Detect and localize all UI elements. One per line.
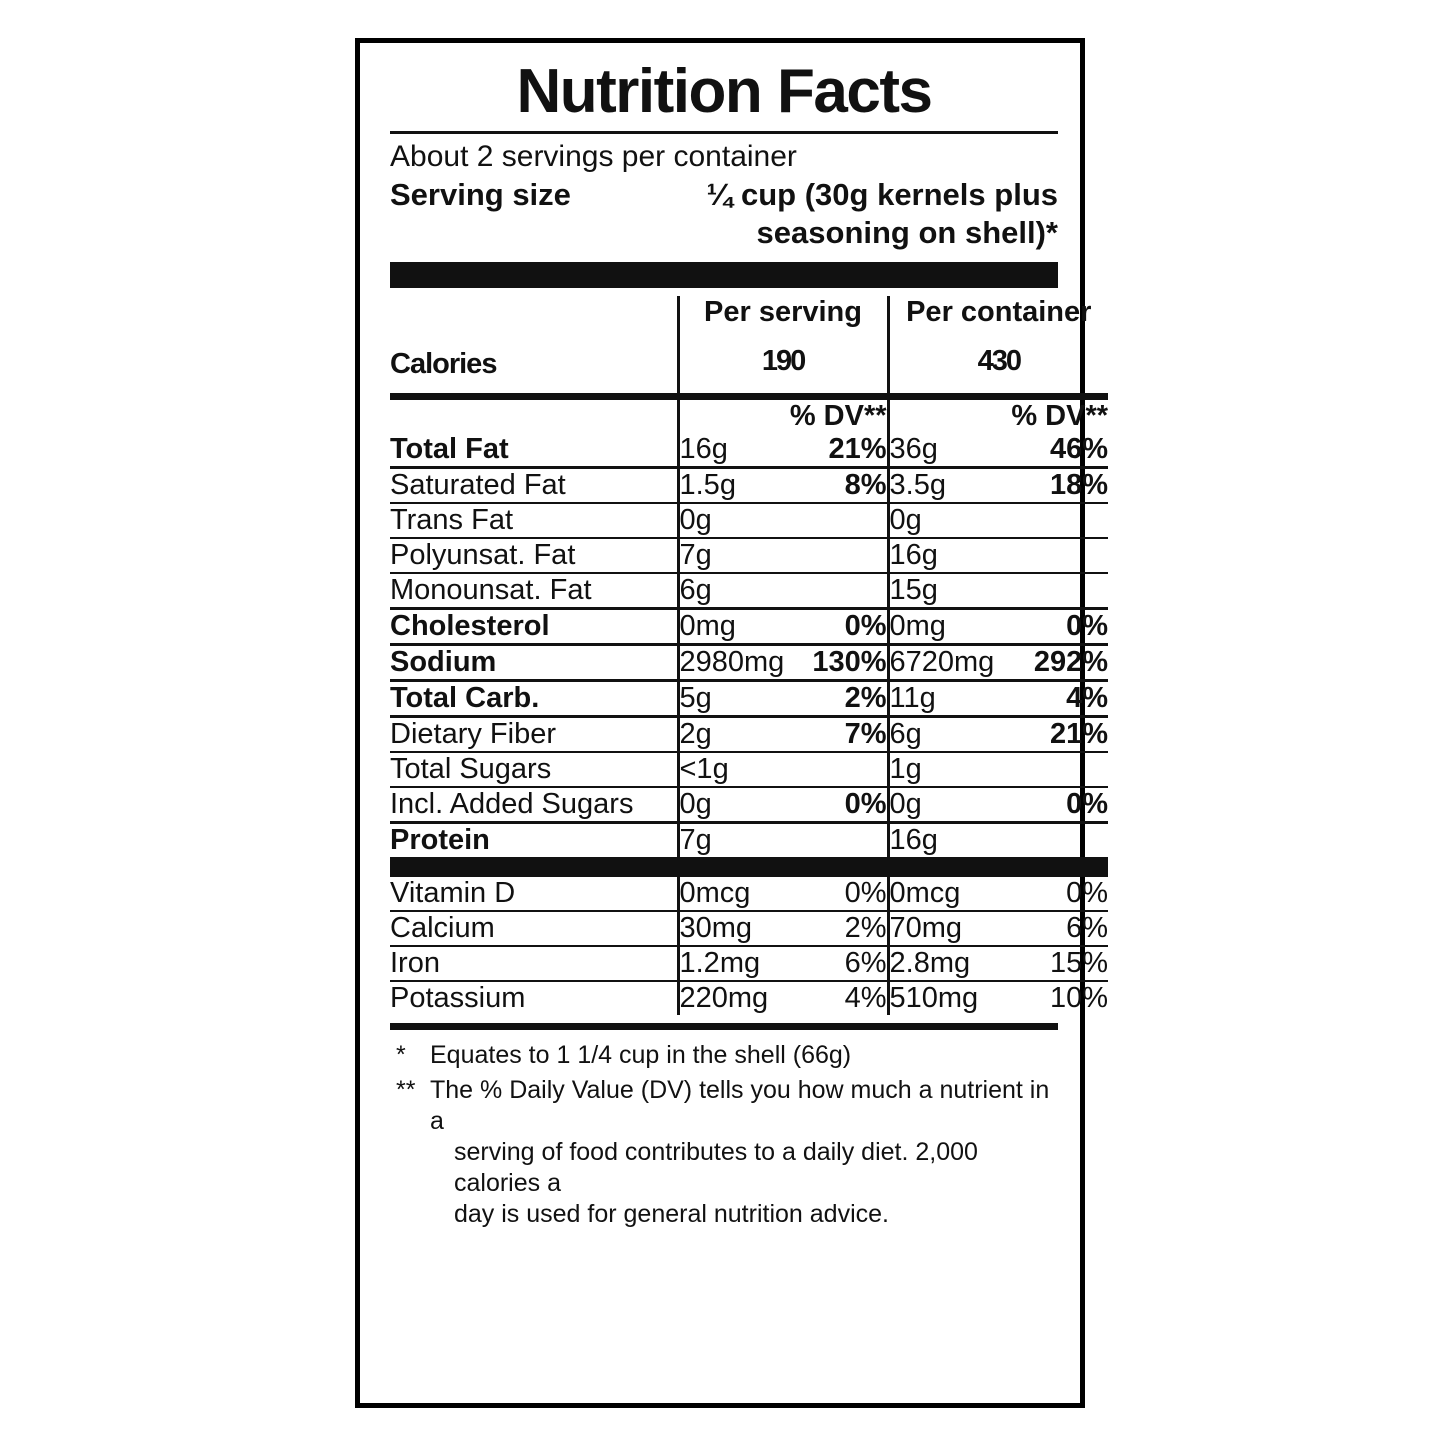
col-header-per-container: Per container [888, 296, 1108, 329]
vitamin-name: Vitamin D [390, 877, 678, 911]
footnote-asterisk [390, 1036, 1058, 1071]
nutrient-amount-serving: 0g [678, 787, 790, 823]
nutrient-dv-container: 4% [1008, 681, 1108, 717]
nutrient-dv-container [1008, 538, 1108, 573]
vitamin-name: Calcium [390, 911, 678, 946]
table-row [390, 573, 1108, 609]
table-row [390, 787, 1108, 823]
nutrient-dv-container: 0% [1008, 787, 1108, 823]
nutrient-amount-container: 6720mg [888, 645, 1008, 681]
nutrient-dv-container: 21% [1008, 717, 1108, 753]
nutrient-dv-serving: 21% [790, 433, 888, 468]
nutrient-dv-serving: 0% [790, 787, 888, 823]
footnote-line-2: serving of food contributes to a daily diet. 2,000 calories a [454, 1138, 978, 1197]
nutrient-amount-container: 6g [888, 717, 1008, 753]
dv-header-row [390, 397, 1108, 434]
nutrient-name: Total Carb. [390, 681, 678, 717]
nutrient-amount-container: 0g [888, 787, 1008, 823]
nutrition-facts-panel [355, 38, 1109, 1408]
nutrient-dv-serving: 8% [790, 468, 888, 504]
nutrient-dv-container: 46% [1008, 433, 1108, 468]
table-row [390, 503, 1108, 538]
nutrient-dv-container [1008, 503, 1108, 538]
vitamin-dv-container: 0% [1008, 877, 1108, 911]
serving-size-row [390, 176, 1058, 252]
table-row [390, 911, 1108, 946]
calories-row [390, 329, 1108, 397]
nutrient-amount-serving: 0g [678, 503, 790, 538]
nutrient-name: Incl. Added Sugars [390, 787, 678, 823]
vitamin-amount-serving: 1.2mg [678, 946, 790, 981]
nutrient-name: Cholesterol [390, 609, 678, 645]
nutrient-dv-container: 0% [1008, 609, 1108, 645]
nutrient-dv-serving: 130% [790, 645, 888, 681]
nutrient-dv-container [1008, 823, 1108, 858]
table-row [390, 823, 1108, 858]
calories-per-serving: 190 [678, 329, 888, 397]
vitamin-dv-serving: 0% [790, 877, 888, 911]
nutrient-amount-serving: 6g [678, 573, 790, 609]
vitamin-dv-serving: 6% [790, 946, 888, 981]
divider-segment-name [390, 857, 677, 877]
nutrient-amount-container: 3.5g [888, 468, 1008, 504]
footnote-line-1: Equates to 1 1/4 cup in the shell (66g) [430, 1041, 852, 1069]
vitamin-dv-container: 15% [1008, 946, 1108, 981]
nutrient-amount-serving: 1.5g [678, 468, 790, 504]
table-row [390, 681, 1108, 717]
dv-header-serving: % DV** [678, 397, 888, 434]
nutrient-amount-serving: 7g [678, 538, 790, 573]
footnote-line-1: The % Daily Value (DV) tells you how much a nutrient in a [430, 1076, 1050, 1135]
nutrient-name: Protein [390, 824, 490, 856]
table-row [390, 468, 1108, 504]
heavy-divider-bottom [390, 1023, 1058, 1030]
nutrient-amount-serving: 0mg [678, 609, 790, 645]
nutrient-amount-serving: 2980mg [678, 645, 790, 681]
nutrient-name: Total Fat [390, 433, 678, 468]
nutrient-dv-serving: 2% [790, 681, 888, 717]
nutrient-name: Total Sugars [390, 752, 678, 787]
servings-per-container: About 2 servings per container [390, 140, 797, 173]
vitamin-amount-serving: 30mg [678, 911, 790, 946]
nutrient-dv-serving [790, 538, 888, 573]
nutrient-dv-serving [790, 573, 888, 609]
vitamin-dv-container: 6% [1008, 911, 1108, 946]
nutrient-amount-serving: 2g [678, 717, 790, 753]
nutrient-amount-container: 15g [888, 573, 1008, 609]
serving-size-value-line2: seasoning on shell)* [756, 215, 1058, 250]
nutrient-amount-container: 36g [888, 433, 1008, 468]
nutrient-dv-container [1008, 573, 1108, 609]
footnote-mark: * [396, 1041, 406, 1069]
serving-size-value [571, 176, 1058, 252]
nutrient-dv-serving [790, 503, 888, 538]
nutrient-dv-container: 292% [1008, 645, 1108, 681]
nutrient-amount-serving: <1g [678, 752, 790, 787]
nutrient-amount-container: 0g [888, 503, 1008, 538]
heavy-divider-middle [390, 857, 1108, 877]
table-row [390, 877, 1108, 911]
nutrient-dv-container: 18% [1008, 468, 1108, 504]
divider-segment-serving [680, 857, 887, 877]
calories-per-container: 430 [888, 329, 1108, 397]
table-row [390, 752, 1108, 787]
nutrient-dv-serving [790, 823, 888, 858]
vitamin-name: Potassium [390, 982, 526, 1014]
nutrient-amount-serving: 16g [678, 433, 790, 468]
vitamin-amount-container: 0mcg [888, 877, 1008, 911]
table-row [390, 538, 1108, 573]
calories-label: Calories [390, 329, 678, 397]
nutrient-name: Trans Fat [390, 503, 678, 538]
vitamin-amount-container: 510mg [888, 981, 1008, 1015]
footnote-text [430, 1075, 1058, 1230]
table-row [390, 717, 1108, 753]
footnotes [390, 1036, 1058, 1230]
footnote-text [430, 1040, 1058, 1071]
divider-segment-container [890, 857, 1109, 877]
table-row [390, 946, 1108, 981]
nutrient-amount-container: 16g [888, 823, 1008, 858]
nutrient-amount-container: 1g [888, 752, 1008, 787]
nutrient-name: Polyunsat. Fat [390, 538, 678, 573]
nutrient-dv-serving: 7% [790, 717, 888, 753]
nutrient-dv-serving [790, 752, 888, 787]
nutrient-amount-container: 11g [888, 681, 1008, 717]
vitamin-name: Iron [390, 946, 678, 981]
nutrient-name: Monounsat. Fat [390, 573, 678, 609]
dv-header-container: % DV** [888, 397, 1108, 434]
vitamin-dv-serving: 2% [790, 911, 888, 946]
nutrient-name: Saturated Fat [390, 468, 678, 504]
nutrient-amount-serving: 5g [678, 681, 790, 717]
vitamin-amount-serving: 0mcg [678, 877, 790, 911]
nutrient-name: Dietary Fiber [390, 717, 678, 753]
page-title: Nutrition Facts [516, 57, 932, 126]
table-row [390, 645, 1108, 681]
footnote-mark: ** [396, 1076, 416, 1104]
vitamin-amount-container: 2.8mg [888, 946, 1008, 981]
table-row [390, 609, 1108, 645]
footnote-double-asterisk [390, 1071, 1058, 1230]
table-row [390, 981, 1108, 1015]
vitamin-amount-container: 70mg [888, 911, 1008, 946]
vitamin-amount-serving: 220mg [678, 981, 790, 1015]
nutrient-amount-container: 16g [888, 538, 1008, 573]
nutrition-table [390, 296, 1108, 1015]
serving-size-value-line1: ¼ cup (30g kernels plus [706, 177, 1058, 212]
vitamin-dv-container: 10% [1049, 982, 1109, 1014]
col-header-per-serving: Per serving [678, 296, 888, 329]
nutrient-dv-serving: 0% [790, 609, 888, 645]
table-row [390, 433, 1108, 468]
heavy-divider-top [390, 262, 1058, 288]
nutrient-amount-container: 0mg [888, 609, 1008, 645]
footnote-line-3: day is used for general nutrition advice. [454, 1200, 889, 1228]
nutrient-dv-container [1008, 752, 1108, 787]
vitamin-dv-serving: 4% [844, 982, 887, 1014]
serving-size-label: Serving size [390, 177, 571, 212]
column-header-row [390, 296, 1108, 329]
nutrient-amount-serving: 7g [678, 823, 790, 858]
nutrient-name: Sodium [390, 645, 678, 681]
